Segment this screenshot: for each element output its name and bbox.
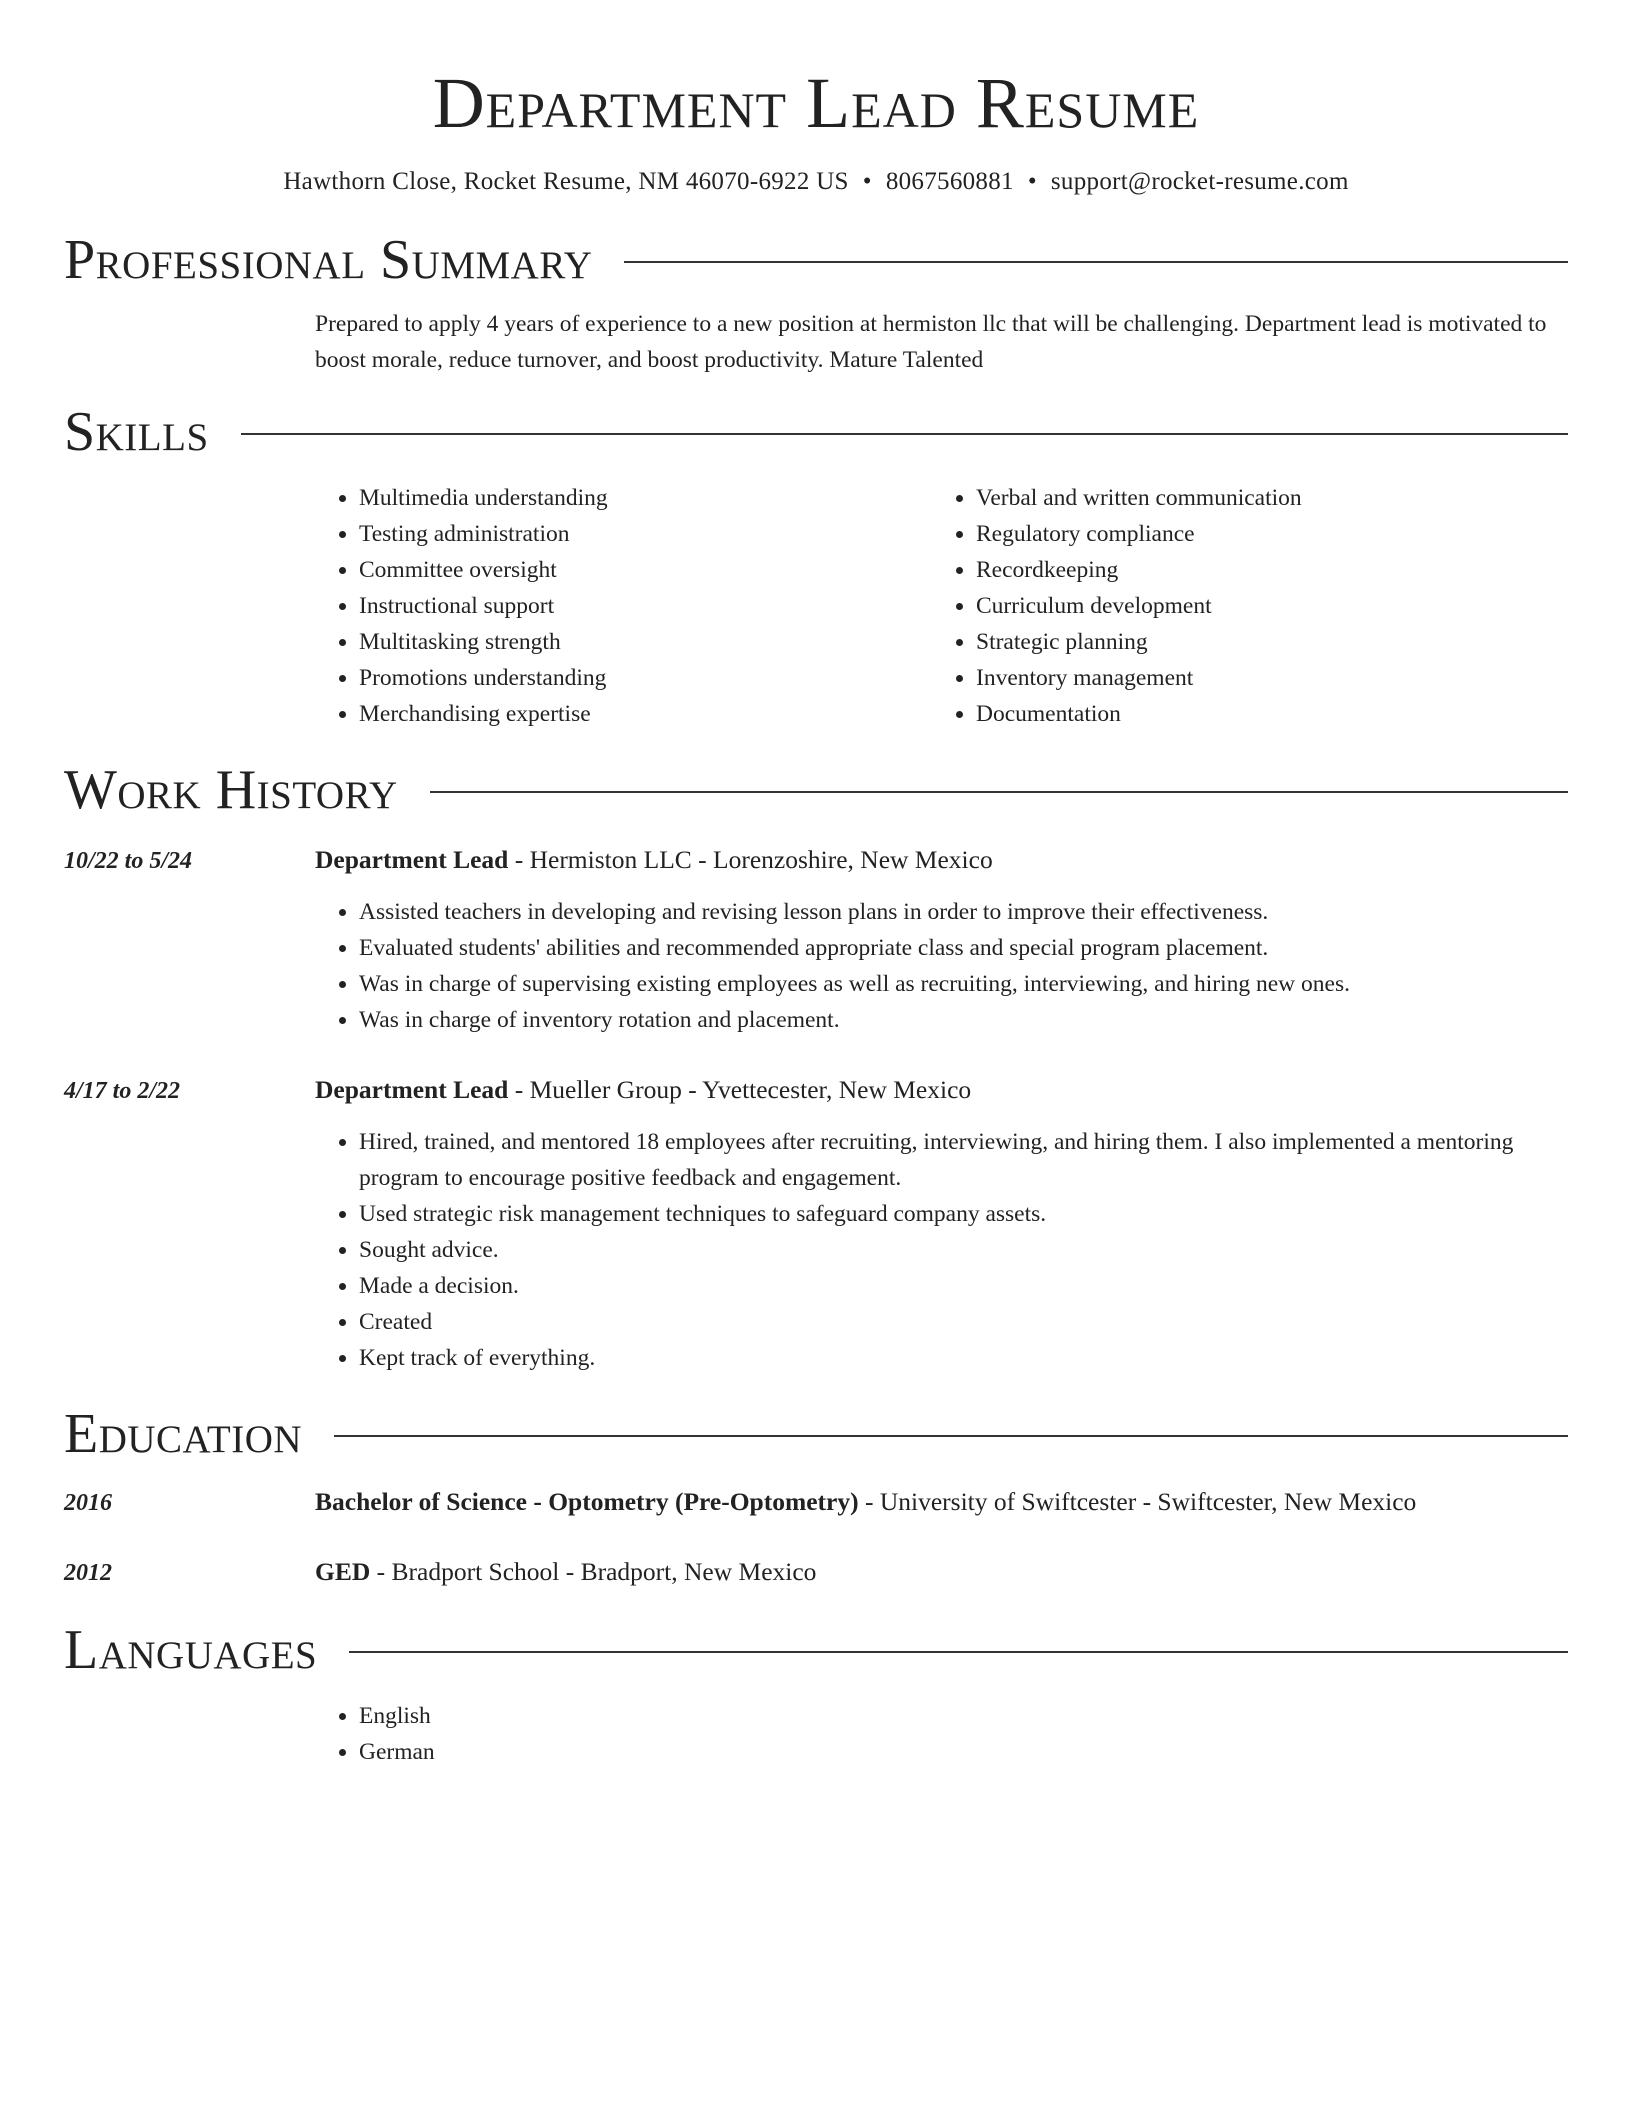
contact-email: support@rocket-resume.com: [1050, 168, 1349, 195]
job-details: - Hermiston LLC - Lorenzoshire, New Mexico: [508, 845, 993, 874]
skill-item: • Regulatory compliance: [976, 516, 1549, 552]
skill-item: • Documentation: [976, 696, 1549, 732]
job-bullet: • Made a decision.: [359, 1268, 1568, 1304]
education-degree: Bachelor of Science - Optometry (Pre-Optometry): [315, 1487, 859, 1516]
skill-item: • Instructional support: [359, 588, 932, 624]
contact-address: Hawthorn Close, Rocket Resume, NM 46070-6922 US: [283, 168, 849, 195]
summary-section-header: [64, 228, 1568, 292]
education-entry: [64, 1554, 1568, 1590]
skills-column-left: [315, 480, 932, 732]
contact-line: [64, 166, 1568, 198]
section-divider: [334, 1435, 1568, 1437]
education-entry: [64, 1484, 1568, 1520]
job-bullet: • Evaluated students' abilities and recommended appropriate class and special program placement.: [359, 930, 1568, 966]
summary-heading: Professional Summary: [64, 229, 593, 291]
job-title-line: [315, 842, 993, 878]
job-bullet: • Sought advice.: [359, 1232, 1568, 1268]
job-bullet: • Assisted teachers in developing and revising lesson plans in order to improve their effectiveness.: [359, 894, 1568, 930]
section-divider: [349, 1651, 1568, 1653]
job-title-line: [315, 1072, 971, 1108]
skill-item: • Verbal and written communication: [976, 480, 1549, 516]
job-dates: 10/22 to 5/24: [64, 848, 193, 874]
education-section-header: [64, 1402, 1568, 1466]
education-details: - University of Swiftcester - Swiftcester, New Mexico: [858, 1487, 1417, 1516]
job-bullet: • Used strategic risk management techniques to safeguard company assets.: [359, 1196, 1568, 1232]
education-degree: GED: [315, 1557, 371, 1586]
skills-heading: Skills: [64, 401, 209, 463]
job-title: Department Lead: [315, 845, 509, 874]
summary-text: Prepared to apply 4 years of experience to a new position at hermiston llc that will be challenging. Department lead is motivated to boost morale, reduce turnover, and boost productivity. Mature Talented: [315, 311, 1547, 373]
job-bullet: • Kept track of everything.: [359, 1340, 1568, 1376]
section-divider: [624, 261, 1568, 263]
skill-item: • Strategic planning: [976, 624, 1549, 660]
job-entry: [64, 842, 1568, 878]
skill-item: • Recordkeeping: [976, 552, 1549, 588]
languages-section-header: [64, 1618, 1568, 1682]
languages-heading: Languages: [64, 1619, 318, 1681]
resume-page: [64, 0, 1568, 1770]
section-divider: [241, 433, 1568, 435]
language-item: • German: [359, 1734, 1568, 1770]
work-section-header: [64, 758, 1568, 822]
skill-item: • Multimedia understanding: [359, 480, 932, 516]
education-details: - Bradport School - Bradport, New Mexico: [370, 1557, 817, 1586]
job-title: Department Lead: [315, 1075, 509, 1104]
education-heading: Education: [64, 1403, 303, 1465]
education-year: 2012: [64, 1560, 112, 1586]
job-bullet: • Was in charge of supervising existing employees as well as recruiting, interviewing, and hiring new ones.: [359, 966, 1568, 1002]
skill-item: • Merchandising expertise: [359, 696, 932, 732]
skill-item: • Promotions understanding: [359, 660, 932, 696]
skills-list: [315, 480, 1568, 732]
skills-column-right: [932, 480, 1549, 732]
resume-title: Department Lead Resume: [432, 63, 1200, 143]
languages-list: [315, 1698, 1568, 1770]
skills-section-header: [64, 400, 1568, 464]
job-bullet: • Created: [359, 1304, 1568, 1340]
job-dates: 4/17 to 2/22: [64, 1078, 181, 1104]
job-entry: [64, 1072, 1568, 1108]
contact-phone: 8067560881: [885, 168, 1014, 195]
skill-item: • Inventory management: [976, 660, 1549, 696]
skill-item: • Curriculum development: [976, 588, 1549, 624]
job-bullets: [315, 894, 1568, 1038]
job-details: - Mueller Group - Yvettecester, New Mexico: [508, 1075, 972, 1104]
section-divider: [430, 791, 1568, 793]
contact-separator: •: [1027, 168, 1037, 195]
education-year: 2016: [64, 1490, 112, 1516]
language-item: • English: [359, 1698, 1568, 1734]
job-bullet: • Hired, trained, and mentored 18 employees after recruiting, interviewing, and hiring them. I also implemented a mentoring program to encourage positive feedback and engagement.: [359, 1124, 1568, 1196]
job-bullets: [315, 1124, 1568, 1376]
skill-item: • Multitasking strength: [359, 624, 932, 660]
education-line: [315, 1554, 816, 1590]
work-heading: Work History: [64, 759, 398, 821]
contact-separator: •: [862, 168, 872, 195]
education-line: [315, 1484, 1416, 1520]
skill-item: • Testing administration: [359, 516, 932, 552]
skill-item: • Committee oversight: [359, 552, 932, 588]
job-bullet: • Was in charge of inventory rotation and placement.: [359, 1002, 1568, 1038]
